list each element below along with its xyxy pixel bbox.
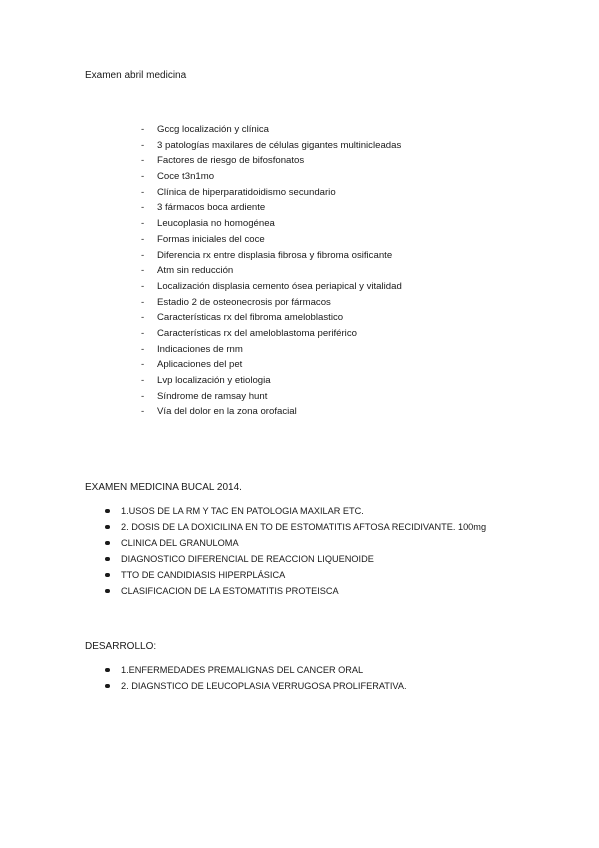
list-item-text: Clínica de hiperparatidoidismo secundario [157,186,336,198]
list-item [103,664,407,680]
bullet-icon [105,541,110,546]
list-item [141,312,402,328]
section-title-examen-abril: Examen abril medicina [85,70,187,81]
list-item-text: Localización displasia cemento ósea periapical y vitalidad [157,280,402,292]
dash-marker: - [141,390,145,402]
bullet-icon [105,684,110,689]
list-item [141,187,402,203]
list-item [141,140,402,156]
list-item [141,344,402,360]
list-item-text: Atm sin reducción [157,265,234,277]
dash-marker: - [141,139,145,151]
list-item [141,328,402,344]
list-item [103,569,486,585]
list-item-text: Características rx del ameloblastoma periférico [157,327,357,339]
list-item [103,537,486,553]
bullet-icon [105,525,110,530]
list-item-text: 2. DOSIS DE LA DOXICILINA EN TO DE ESTOMATITIS AFTOSA RECIDIVANTE. 100mg [121,522,487,532]
bullet-icon [105,573,110,578]
list-item [103,553,486,569]
dash-marker: - [141,171,145,183]
dash-marker: - [141,327,145,339]
bullet-icon [105,589,110,594]
list-item [141,297,402,313]
list-item-text: 1.USOS DE LA RM Y TAC EN PATOLOGIA MAXILAR ETC. [121,506,364,516]
list-item [141,375,402,391]
list-item-text: Vía del dolor en la zona orofacial [157,406,297,418]
list-item-text: Diferencia rx entre displasia fibrosa y fibroma osificante [157,249,393,261]
dash-marker: - [141,124,145,135]
list-item [141,359,402,375]
dash-marker: - [141,280,145,292]
list-item [141,218,402,234]
bullet-icon [105,668,110,673]
dash-marker: - [141,155,145,167]
list-item [141,171,402,187]
list-item-text: 3 patologías maxilares de células gigantes multinicleadas [157,139,402,151]
list-item [141,124,402,140]
list-item-text: Síndrome de ramsay hunt [157,390,268,402]
list-item-text: DIAGNOSTICO DIFERENCIAL DE REACCION LIQUENOIDE [121,554,374,564]
list-item-text: Estadio 2 de osteonecrosis por fármacos [157,296,331,308]
dash-marker: - [141,186,145,198]
list-item [141,155,402,171]
dash-marker: - [141,202,145,214]
bullet-icon [105,509,110,514]
list-item-text: Formas iniciales del coce [157,233,265,245]
dash-marker: - [141,406,145,418]
list-item [141,406,402,422]
dash-marker: - [141,359,145,371]
dash-marker: - [141,296,145,308]
dash-marker: - [141,218,145,230]
bullet-list-desarrollo [103,664,407,696]
dash-marker: - [141,375,145,386]
list-item-text: 1.ENFERMEDADES PREMALIGNAS DEL CANCER ORAL [121,665,364,675]
dash-marker: - [141,312,145,324]
list-item-text: CLASIFICACION DE LA ESTOMATITIS PROTEISCA [121,586,339,596]
list-item [141,202,402,218]
dash-marker: - [141,343,145,355]
list-item [103,505,486,521]
bullet-icon [105,557,110,562]
list-item [141,265,402,281]
list-item [141,234,402,250]
list-item-text: Gccg localización y clínica [157,124,269,135]
list-item-text: Indicaciones de rnm [157,343,243,355]
list-item-text: CLINICA DEL GRANULOMA [121,538,239,548]
list-item [141,250,402,266]
list-item [141,391,402,407]
dash-list-examen-abril [141,124,402,422]
section-title-examen-medicina-bucal: EXAMEN MEDICINA BUCAL 2014. [85,482,242,493]
list-item-text: Factores de riesgo de bifosfonatos [157,155,305,167]
list-item-text: 3 fármacos boca ardiente [157,202,266,214]
dash-marker: - [141,265,145,277]
list-item-text: Lvp localización y etiologia [157,375,271,386]
list-item [141,281,402,297]
list-item [103,680,407,696]
section-title-desarrollo: DESARROLLO: [85,641,157,652]
list-item-text: Coce t3n1mo [157,171,215,183]
list-item-text: TTO DE CANDIDIASIS HIPERPLÁSICA [121,570,286,580]
dash-marker: - [141,233,145,245]
list-item [103,521,486,537]
list-item-text: Leucoplasia no homogénea [157,218,275,230]
bullet-list-examen-medicina-bucal [103,505,486,601]
list-item-text: 2. DIAGNSTICO DE LEUCOPLASIA VERRUGOSA PROLIFERATIVA. [121,681,407,691]
list-item [103,585,486,601]
list-item-text: Características rx del fibroma ameloblastico [157,312,344,324]
list-item-text: Aplicaciones del pet [157,359,243,371]
dash-marker: - [141,249,145,261]
